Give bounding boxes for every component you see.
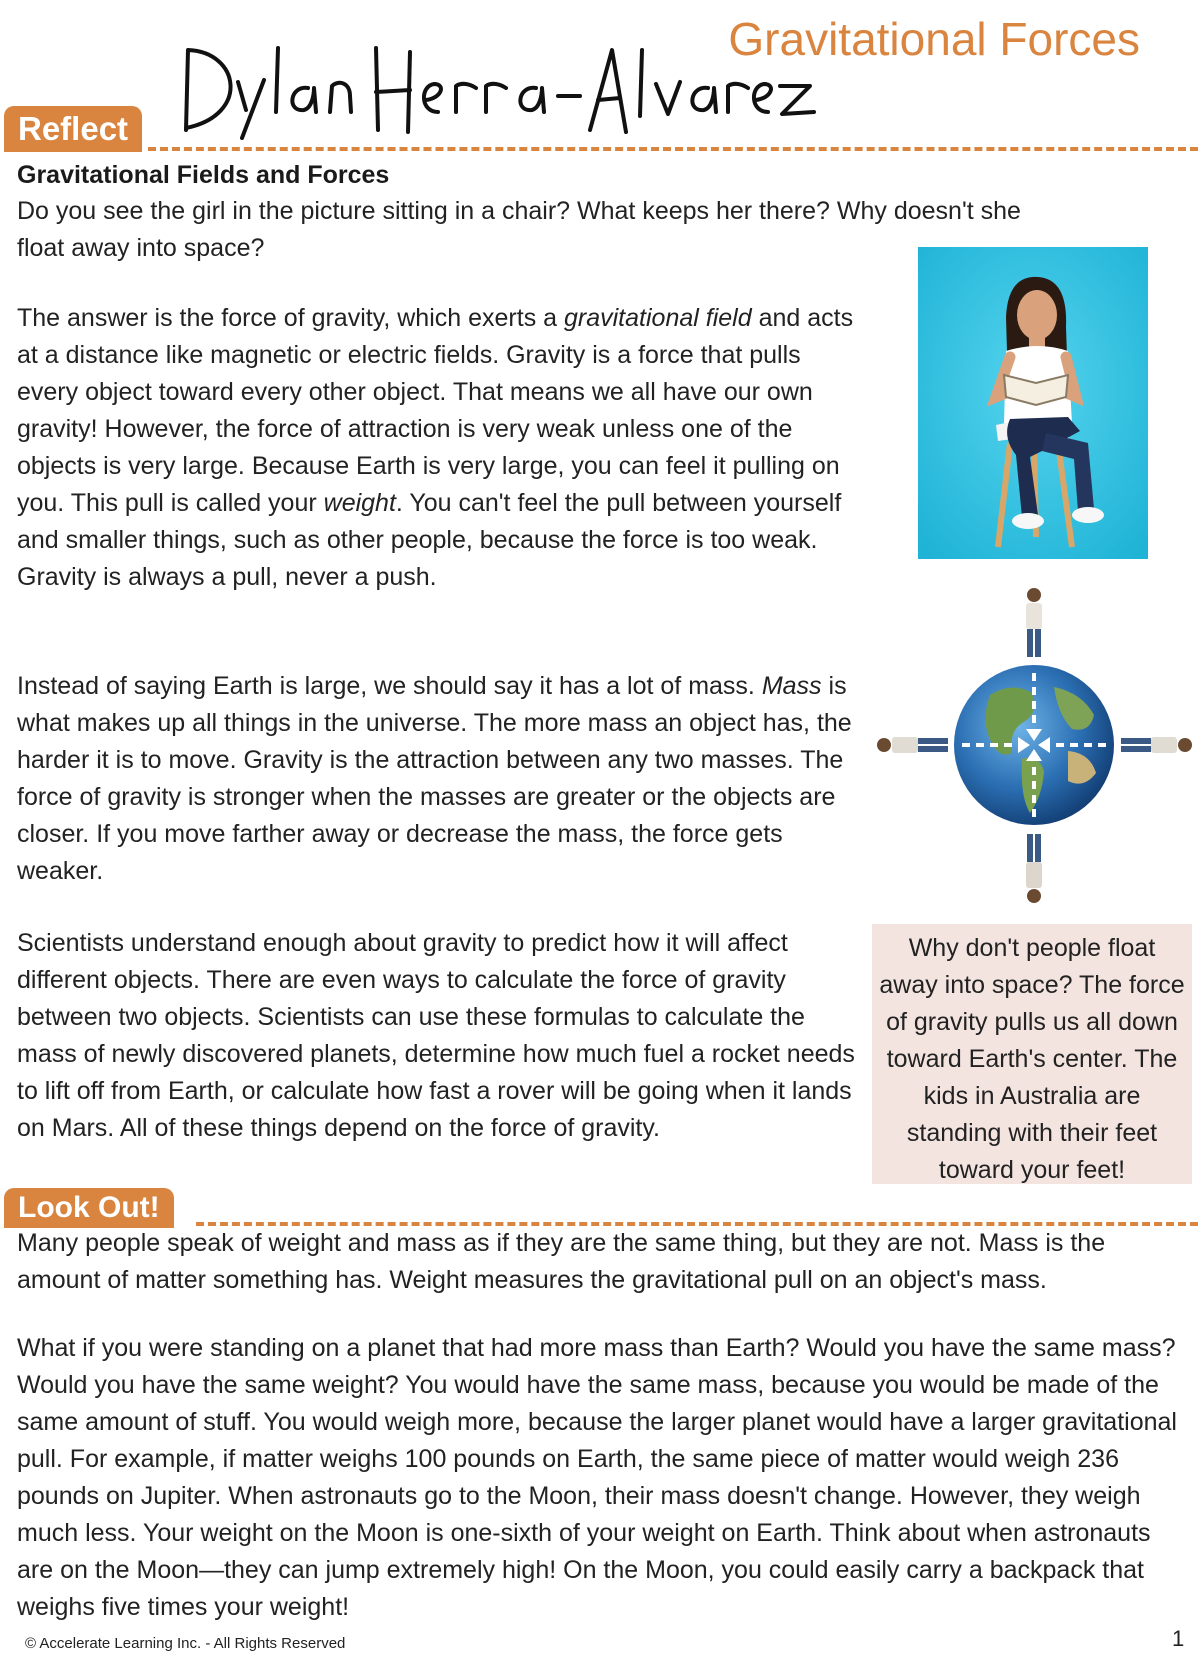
earth-gravity-illustration — [872, 583, 1197, 908]
paragraph-scientists — [17, 925, 857, 1147]
p5-text: Many people speak of weight and mass as if they are the same thing, but they are not. Mass is the amount of matter something has. Weight measures the gravitational pull on an object's mass. — [17, 1229, 1106, 1294]
p3-text-b: is what makes up all things in the universe. The more mass an object has, the harder it is to move. Gravity is the attraction between any two masses. The force of gravity is stronger when the masses are greater or the objects are closer. If you move farther away or decrease the mass, the force gets weaker. — [17, 672, 852, 885]
paragraph-other-planets — [17, 1330, 1187, 1626]
reflect-tab: Reflect — [4, 106, 142, 152]
paragraph-intro-text: Do you see the girl in the picture sitting in a chair? What keeps her there? Why doesn't she float away into space? — [17, 197, 1021, 262]
copyright-footer: © Accelerate Learning Inc. - All Rights Reserved — [25, 1635, 346, 1652]
section-divider — [148, 147, 1198, 151]
paragraph-intro — [17, 193, 1057, 267]
paragraph-weight-vs-mass — [17, 1225, 1187, 1299]
p3-term-mass: Mass — [761, 672, 822, 700]
p2-term-weight: weight — [323, 489, 396, 517]
look-out-tab: Look Out! — [4, 1188, 174, 1228]
paragraph-mass — [17, 668, 857, 890]
page-number: 1 — [1172, 1626, 1185, 1651]
p2-text-a: The answer is the force of gravity, which exerts a — [17, 304, 564, 332]
p2-text-c: . You can't feel the pull between yourself and smaller things, such as other people, because the force is too weak. Gravity is always a pull, never a push. — [17, 489, 842, 591]
section-heading: Gravitational Fields and Forces — [17, 161, 390, 189]
p4-text: Scientists understand enough about gravity to predict how it will affect different objects. There are even ways to calculate the force of gravity between two objects. Scientists can use these formulas to calculate the mass of newly discovered planets, determine how much fuel a rocket needs to lift off from Earth, or calculate how fast a rover will be going when it lands on Mars. All of these things depend on the force of gravity. — [17, 929, 855, 1142]
illustration-caption: Why don't people float away into space? The force of gravity pulls us all down toward Earth's center. The kids in Australia are standing with their feet toward your feet! — [872, 924, 1192, 1184]
girl-reading-photo — [918, 247, 1148, 559]
p3-text-a: Instead of saying Earth is large, we should say it has a lot of mass. — [17, 672, 762, 700]
p6-text: What if you were standing on a planet that had more mass than Earth? Would you have the same mass? Would you have the same weight? You would have the same mass, because you would be made of the same amount of stuff. You would weigh more, because the larger planet would have a larger gravitational pull. For example, if matter weighs 100 pounds on Earth, the same piece of matter would weigh 236 pounds on Jupiter. When astronauts go to the Moon, their mass doesn't change. However, they weigh much less. Your weight on the Moon is one-sixth of your weight on Earth. Think about when astronauts are on the Moon—they can jump extremely high! On the Moon, you could easily carry a backpack that weighs five times your weight! — [17, 1334, 1177, 1621]
paragraph-gravity — [17, 300, 857, 596]
p2-term-field: gravitational field — [564, 304, 752, 332]
p2-text-b: and acts at a distance like magnetic or electric fields. Gravity is a force that pulls every object toward every other object. That means we all have our own gravity! However, the force of attraction is very weak unless one of the objects is very large. Because Earth is very large, you can feel it pulling on you. This pull is called your — [17, 304, 854, 517]
worksheet-title: Gravitational Forces — [728, 13, 1140, 65]
